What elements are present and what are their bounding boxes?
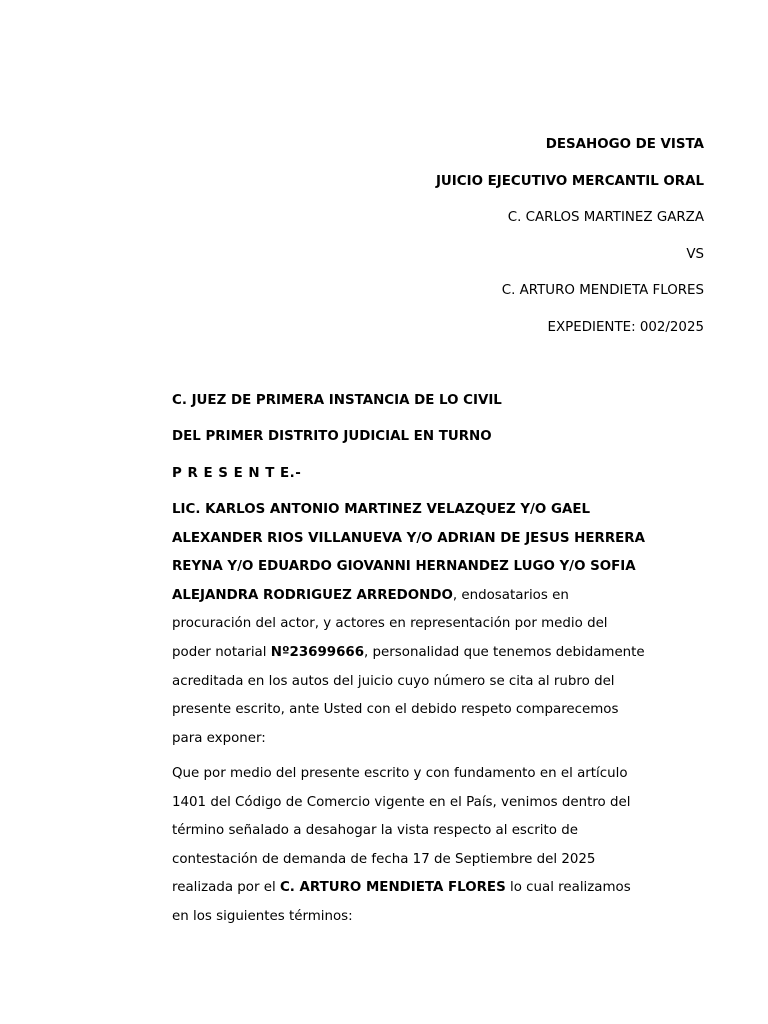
plaintiff-name: C. CARLOS MARTINEZ GARZA: [507, 210, 704, 225]
body-line: contestación de demanda de fecha 17 de Septiembre del 2025: [172, 851, 596, 867]
defendant-name-bold: C. ARTURO MENDIETA FLORES: [279, 880, 506, 896]
intro-text: , personalidad que tenemos debidamente: [364, 644, 645, 660]
intro-line: acreditada en los autos del juicio cuyo número se cita al rubro del: [172, 673, 615, 689]
intro-line: ALEXANDER RIOS VILLANUEVA Y/O ADRIAN DE JESUS HERRERA: [172, 530, 645, 546]
intro-line: LIC. KARLOS ANTONIO MARTINEZ VELAZQUEZ Y/O GAEL: [172, 502, 591, 517]
notarial-power-number: Nº23699666: [270, 644, 365, 660]
intro-text: poder notarial: [172, 644, 271, 660]
intro-paragraph: [172, 496, 712, 753]
body-line: 1401 del Código de Comercio vigente en el País, venimos dentro del: [172, 794, 631, 810]
intro-line: [172, 582, 712, 611]
case-type: JUICIO EJECUTIVO MERCANTIL ORAL: [435, 174, 704, 189]
intro-line: REYNA Y/O EDUARDO GIOVANNI HERNANDEZ LUGO Y/O SOFIA: [172, 559, 636, 575]
attorney-name-bold: ALEJANDRA RODRIGUEZ ARREDONDO: [172, 587, 453, 603]
body-paragraph: [172, 760, 712, 932]
versus-label: VS: [686, 247, 704, 262]
defendant-name: C. ARTURO MENDIETA FLORES: [501, 283, 704, 298]
intro-line: para exponer:: [172, 730, 266, 746]
body-text: realizada por el: [172, 880, 280, 896]
body-text: lo cual realizamos: [505, 880, 631, 896]
body-line: en los siguientes términos:: [172, 908, 353, 924]
presente-label: P R E S E N T E.-: [172, 466, 302, 481]
intro-line: [172, 639, 712, 668]
file-number: EXPEDIENTE: 002/2025: [547, 320, 704, 335]
addressee-line-1: C. JUEZ DE PRIMERA INSTANCIA DE LO CIVIL: [172, 393, 502, 408]
intro-text: , endosatarios en: [452, 587, 569, 603]
body-line: Que por medio del presente escrito y con fundamento en el artículo: [172, 766, 628, 781]
document-title: DESAHOGO DE VISTA: [545, 137, 704, 152]
body-line: [172, 874, 712, 903]
addressee-line-2: DEL PRIMER DISTRITO JUDICIAL EN TURNO: [172, 429, 492, 444]
intro-line: procuración del actor, y actores en representación por medio del: [172, 616, 608, 632]
body-line: término señalado a desahogar la vista respecto al escrito de: [172, 823, 578, 839]
intro-line: presente escrito, ante Usted con el debido respeto comparecemos: [172, 702, 619, 718]
